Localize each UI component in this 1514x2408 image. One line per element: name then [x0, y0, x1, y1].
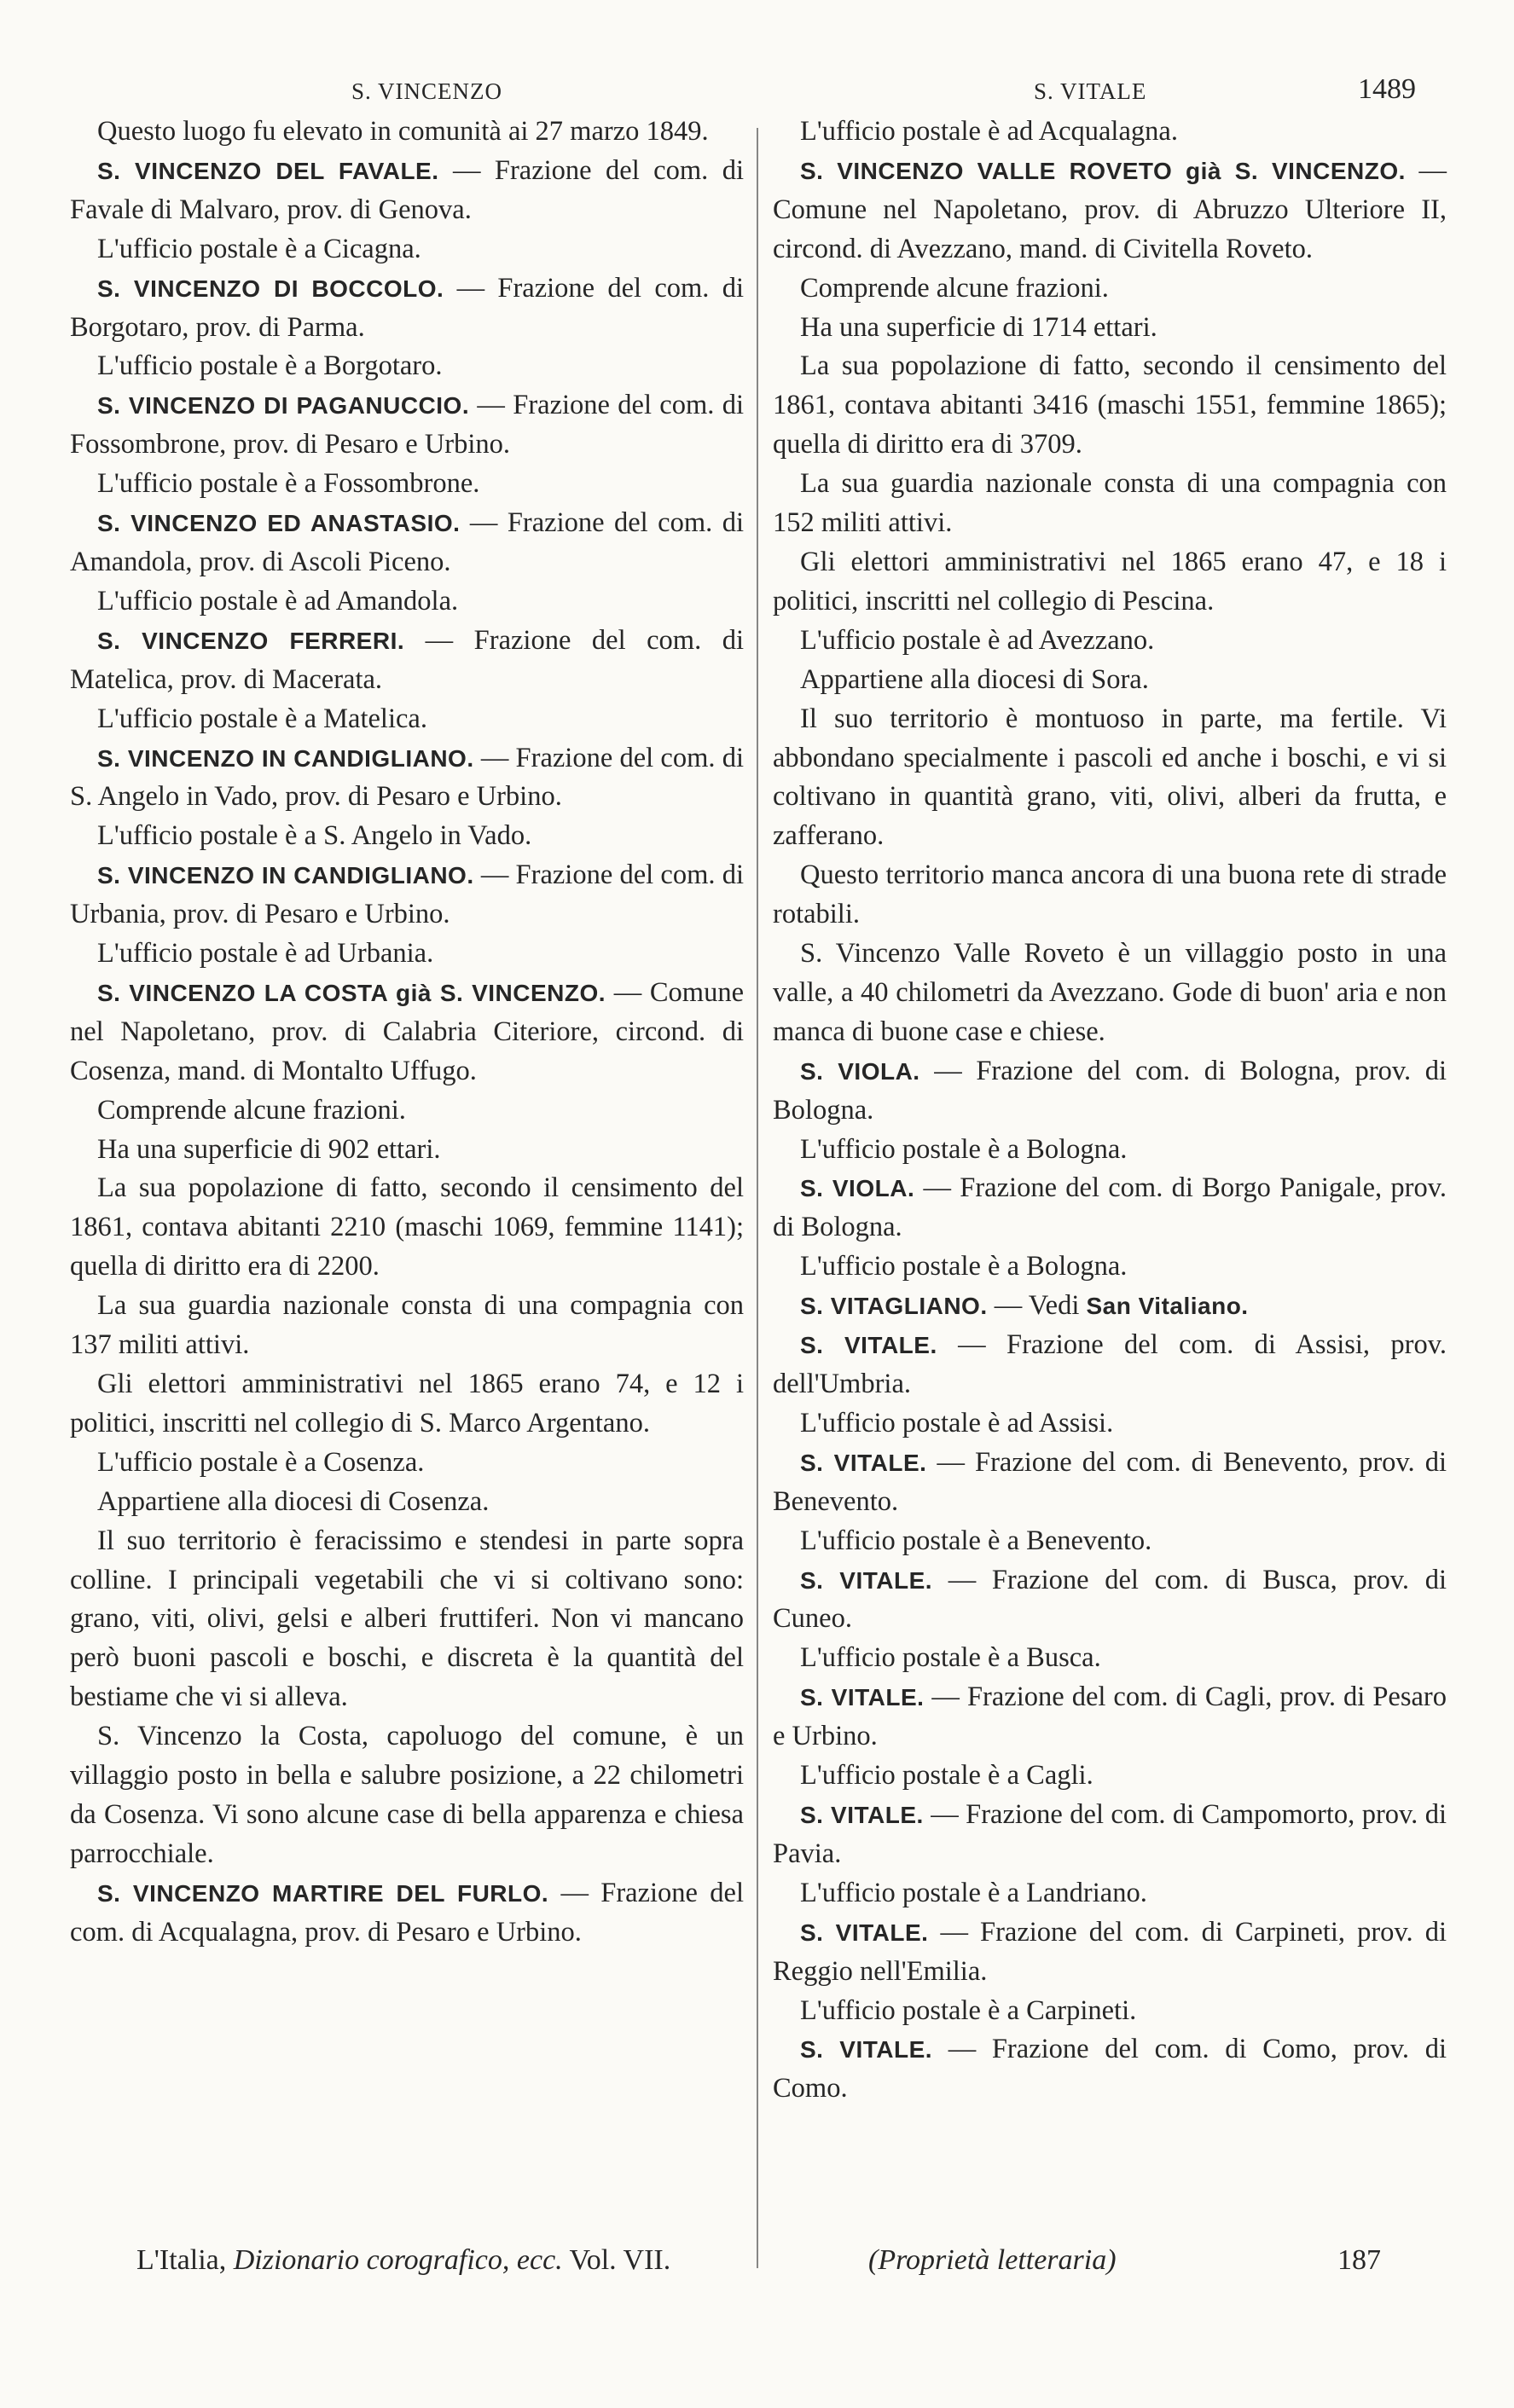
entry-text: L'ufficio postale è a Bologna. [800, 1133, 1128, 1165]
entry-text: L'ufficio postale è ad Amandola. [97, 585, 459, 616]
entry-text: S. Vincenzo Valle Roveto è un villaggio posto in una valle, a 40 chilometri da Avezzano. Gode di buon' aria e non manca di buone case e chiese. [773, 938, 1447, 1047]
entry-headword: S. VINCENZO DEL FAVALE. [97, 157, 439, 184]
entry-text: Questo territorio manca ancora di una buona rete di strade rotabili. [773, 860, 1447, 930]
entry-paragraph [70, 1091, 744, 1131]
entry-text: — Frazione del com. di Borgotaro, prov. di Parma. [70, 272, 744, 343]
right-column [773, 113, 1447, 2109]
entry-text: — Frazione del com. di Como, prov. di Como. [773, 2034, 1447, 2104]
entry-headword: S. VINCENZO IN CANDIGLIANO. [97, 744, 474, 772]
entry-paragraph [70, 1522, 744, 1718]
entry-text: — Comune nel Napoletano, prov. di Calabria Citeriore, circond. di Cosenza, mand. di Montalto Uffugo. [70, 976, 744, 1086]
dictionary-entry [70, 269, 744, 348]
entry-text: — Frazione del com. di Bologna, prov. di Bologna. [773, 1055, 1447, 1126]
entry-paragraph [70, 935, 744, 974]
entry-paragraph [70, 113, 744, 152]
entry-text: — Frazione del com. di Cagli, prov. di Pesaro e Urbino. [773, 1682, 1447, 1752]
dictionary-entry [773, 1913, 1447, 1992]
dictionary-entry [773, 1169, 1447, 1247]
entry-headword: S. VITALE. [800, 1332, 937, 1359]
entry-text: — Frazione del com. di Benevento, prov. di Benevento. [773, 1446, 1447, 1517]
footer-source-volume: Vol. VII. [562, 2244, 671, 2276]
entry-text: Il suo territorio è montuoso in parte, ma fertile. Vi abbondano specialmente i pascoli ed anche i boschi, e vi si coltivano in quantità grano, viti, olivi, alberi da frutta, e zafferano. [773, 703, 1447, 852]
entry-text: L'ufficio postale è ad Avezzano. [800, 624, 1155, 656]
entry-text: L'ufficio postale è a Borgotaro. [97, 350, 443, 382]
dictionary-entry [70, 386, 744, 465]
entry-text: Comprende alcune frazioni. [97, 1094, 406, 1126]
entry-text: — Frazione del com. di S. Angelo in Vado, prov. di Pesaro e Urbino. [70, 742, 744, 813]
entry-headword: S. VITALE. [800, 1919, 929, 1946]
entry-headword: S. VINCENZO MARTIRE DEL FURLO. [97, 1879, 549, 1907]
entry-paragraph [70, 465, 744, 504]
entry-text: L'ufficio postale è a Matelica. [97, 703, 427, 734]
entry-text: L'ufficio postale è ad Acqualagna. [800, 116, 1178, 147]
entry-text: Il suo territorio è feracissimo e stendesi in parte sopra colline. I principali vegetabili che vi si coltivano sono: grano, viti, olivi, gelsi e alberi fruttiferi. Non vi mancano però buoni pascoli e boschi, e discreta è la quantità del bestiame che vi si alleva. [70, 1525, 744, 1713]
entry-paragraph [773, 700, 1447, 857]
entry-text: L'ufficio postale è ad Urbania. [97, 938, 434, 970]
entry-text: — Frazione del com. di Assisi, prov. dell'Umbria. [773, 1329, 1447, 1399]
entry-text: — Frazione del com. di Favale di Malvaro, prov. di Genova. [70, 154, 744, 225]
entry-paragraph [70, 230, 744, 269]
entry-headword: S. VINCENZO VALLE ROVETO già S. VINCENZO. [800, 157, 1406, 184]
entry-text: L'ufficio postale è a Fossombrone. [97, 468, 480, 500]
entry-headword: S. VITALE. [800, 1684, 925, 1711]
page-number: 1489 [1358, 73, 1416, 105]
dictionary-entry [773, 1444, 1447, 1522]
entry-text: — Frazione del com. di Urbania, prov. di Pesaro e Urbino. [70, 860, 744, 930]
entry-headword: S. VINCENZO LA COSTA già S. VINCENZO. [97, 979, 606, 1006]
entry-text: La sua popolazione di fatto, secondo il censimento del 1861, contava abitanti 2210 (maschi 1069, femmine 1141); quella di diritto era di 2200. [70, 1172, 744, 1282]
dictionary-entry [773, 1561, 1447, 1640]
entry-headword: S. VINCENZO DI PAGANUCCIO. [97, 392, 470, 420]
entry-text: La sua guardia nazionale consta di una compagnia con 137 militi attivi. [70, 1290, 744, 1361]
footer-sheet-number: 187 [1337, 2244, 1381, 2276]
entry-text: L'ufficio postale è a Benevento. [800, 1525, 1152, 1556]
entry-paragraph [773, 1639, 1447, 1678]
entry-paragraph [773, 309, 1447, 348]
entry-paragraph [773, 856, 1447, 935]
entry-paragraph [773, 269, 1447, 309]
entry-text: — Frazione del com. di Carpineti, prov. di Reggio nell'Emilia. [773, 1916, 1447, 1987]
entry-text: Appartiene alla diocesi di Cosenza. [97, 1485, 490, 1517]
dictionary-entry [773, 1052, 1447, 1131]
entry-headword: S. VINCENZO ED ANASTASIO. [97, 510, 461, 537]
entry-headword: S. VIOLA. [800, 1175, 915, 1202]
entry-paragraph [70, 1444, 744, 1483]
dictionary-entry [773, 2030, 1447, 2109]
entry-text: L'ufficio postale è a Landriano. [800, 1877, 1147, 1908]
dictionary-entry [773, 152, 1447, 269]
entry-paragraph [773, 1992, 1447, 2031]
entry-headword: S. VINCENZO IN CANDIGLIANO. [97, 862, 474, 889]
entry-text: L'ufficio postale è a S. Angelo in Vado. [97, 820, 532, 852]
entry-headword: San Vitaliano. [1086, 1293, 1249, 1320]
footer-source-title: Dizionario corografico, ecc. [233, 2244, 563, 2276]
entry-text: S. Vincenzo la Costa, capoluogo del comune, è un villaggio posto in bella e salubre posizione, a 22 chilometri da Cosenza. Vi sono alcune case di bella apparenza e chiesa parrocchiale. [70, 1721, 744, 1869]
entry-headword: S. VITALE. [800, 1566, 933, 1594]
dictionary-entry [70, 622, 744, 700]
entry-paragraph [773, 1247, 1447, 1287]
entry-text: — Comune nel Napoletano, prov. di Abruzzo Ulteriore II, circond. di Avezzano, mand. di Civitella Roveto. [773, 154, 1447, 264]
entry-text: Appartiene alla diocesi di Sora. [800, 663, 1149, 695]
entry-text: — Frazione del com. di Borgo Panigale, prov. di Bologna. [773, 1172, 1447, 1243]
entry-paragraph [70, 1717, 744, 1874]
entry-text: — Frazione del com. di Busca, prov. di Cuneo. [773, 1564, 1447, 1635]
entry-text: — Frazione del com. di Campomorto, prov. di Pavia. [773, 1798, 1447, 1869]
dictionary-entry [773, 1678, 1447, 1757]
entry-paragraph [70, 1365, 744, 1444]
dictionary-entry [773, 1287, 1447, 1326]
entry-headword: S. VIOLA. [800, 1057, 920, 1085]
entry-paragraph [773, 622, 1447, 661]
entry-paragraph [773, 465, 1447, 543]
entry-paragraph [773, 1404, 1447, 1444]
entry-text: La sua popolazione di fatto, secondo il censimento del 1861, contava abitanti 3416 (maschi 1551, femmine 1865); quella di diritto era di 3709. [773, 350, 1447, 460]
running-header-left: S. VINCENZO [351, 78, 503, 104]
entry-text: L'ufficio postale è a Cosenza. [97, 1446, 425, 1478]
entry-paragraph [70, 817, 744, 856]
entry-paragraph [773, 661, 1447, 700]
entry-text: Gli elettori amministrativi nel 1865 erano 74, e 12 i politici, inscritti nel collegio di S. Marco Argentano. [70, 1369, 744, 1438]
entry-text: L'ufficio postale è a Cagli. [800, 1760, 1093, 1792]
dictionary-entry [70, 152, 744, 230]
entry-text: — Frazione del com. di Fossombrone, prov. di Pesaro e Urbino. [70, 390, 744, 460]
footer-source [136, 2244, 670, 2277]
entry-text: — Frazione del com. di Matelica, prov. di Macerata. [70, 624, 744, 695]
dictionary-entry [773, 1796, 1447, 1874]
entry-headword: S. VITALE. [800, 2036, 933, 2064]
dictionary-entry [70, 974, 744, 1091]
entry-paragraph [70, 1483, 744, 1522]
running-header-right: S. VITALE [1034, 78, 1147, 104]
entry-paragraph [70, 1169, 744, 1287]
entry-paragraph [70, 347, 744, 386]
entry-paragraph [70, 700, 744, 739]
entry-text: La sua guardia nazionale consta di una compagnia con 152 militi attivi. [773, 468, 1447, 539]
entry-headword: S. VINCENZO FERRERI. [97, 627, 405, 654]
entry-text: L'ufficio postale è ad Assisi. [800, 1407, 1114, 1438]
entry-paragraph [70, 582, 744, 622]
entry-paragraph [70, 1287, 744, 1365]
entry-text: Gli elettori amministrativi nel 1865 erano 47, e 18 i politici, inscritti nel collegio di Pescina. [773, 546, 1447, 616]
entry-paragraph [773, 1131, 1447, 1170]
column-divider [757, 128, 758, 2268]
dictionary-entry [70, 856, 744, 935]
dictionary-entry [70, 1874, 744, 1953]
entry-paragraph [70, 1131, 744, 1170]
entry-paragraph [773, 1522, 1447, 1561]
entry-text: Comprende alcune frazioni. [800, 272, 1109, 304]
left-column [70, 113, 744, 1953]
entry-paragraph [773, 1757, 1447, 1796]
footer-source-prefix: L'Italia, [136, 2244, 234, 2276]
entry-headword: S. VITALE. [800, 1801, 924, 1828]
entry-text: Questo luogo fu elevato in comunità ai 27 marzo 1849. [97, 116, 709, 147]
entry-headword: S. VINCENZO DI BOCCOLO. [97, 275, 444, 302]
dictionary-entry [70, 739, 744, 818]
entry-text: Ha una superficie di 902 ettari. [97, 1133, 441, 1165]
entry-text: — Frazione del com. di Acqualagna, prov. di Pesaro e Urbino. [70, 1877, 744, 1948]
footer-rights: (Proprietà letteraria) [868, 2244, 1117, 2276]
entry-headword: S. VITALE. [800, 1449, 927, 1476]
entry-text: Ha una superficie di 1714 ettari. [800, 311, 1157, 343]
entry-text: L'ufficio postale è a Busca. [800, 1642, 1101, 1674]
entry-paragraph [773, 113, 1447, 152]
entry-text: L'ufficio postale è a Carpineti. [800, 1994, 1137, 2026]
entry-paragraph [773, 347, 1447, 465]
entry-text: L'ufficio postale è a Bologna. [800, 1251, 1128, 1282]
entry-paragraph [773, 543, 1447, 622]
entry-text: — Vedi [987, 1290, 1087, 1322]
entry-paragraph [773, 935, 1447, 1052]
entry-text: L'ufficio postale è a Cicagna. [97, 233, 421, 264]
entry-paragraph [773, 1874, 1447, 1913]
entry-headword: S. VITAGLIANO. [800, 1293, 988, 1320]
dictionary-entry [773, 1326, 1447, 1404]
dictionary-entry [70, 504, 744, 582]
entry-text: — Frazione del com. di Amandola, prov. di Ascoli Piceno. [70, 507, 744, 577]
